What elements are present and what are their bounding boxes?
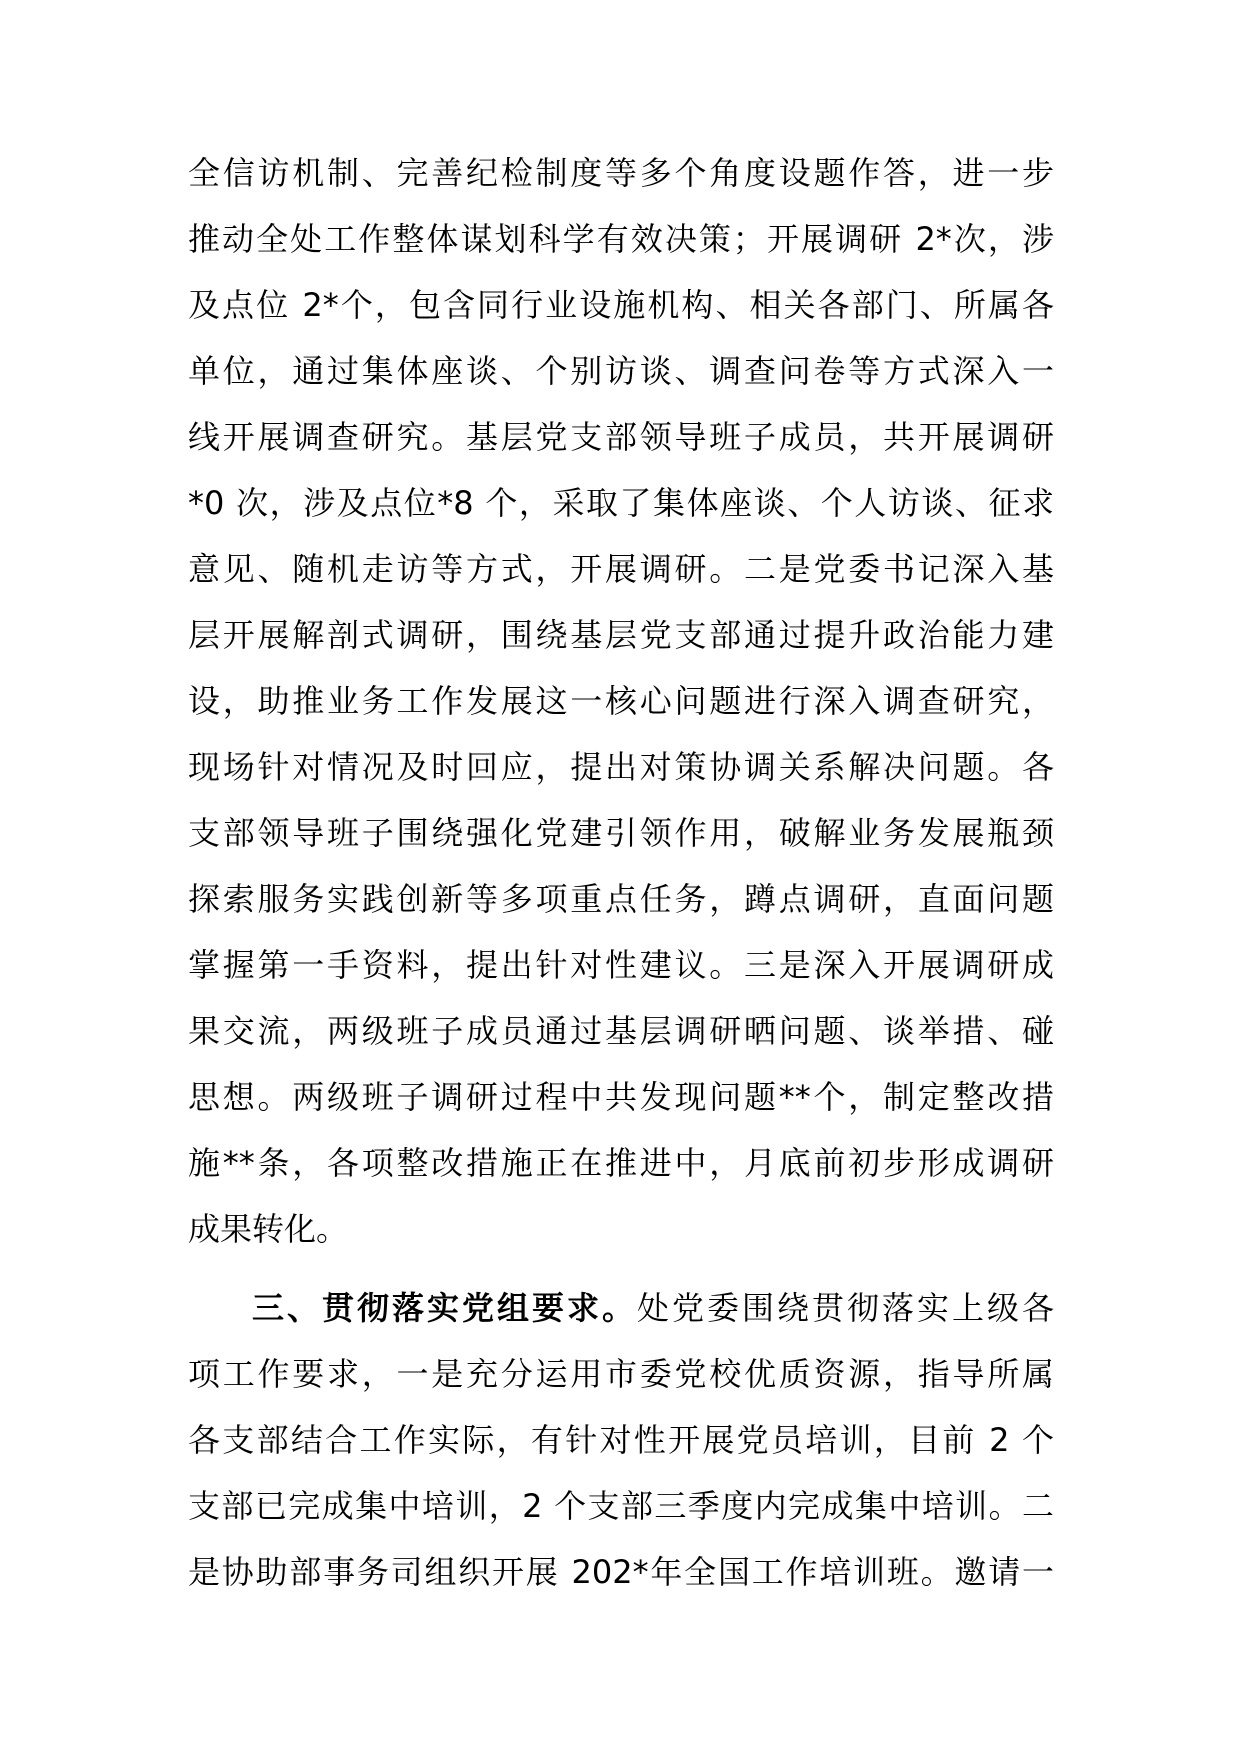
paragraph-line: 推动全处工作整体谋划科学有效决策；开展调研 2*次，涉 [188,220,1054,258]
paragraph-line: 单位，通过集体座谈、个别访谈、调查问卷等方式深入一 [188,352,1054,390]
paragraph-line: 意见、随机走访等方式，开展调研。二是党委书记深入基 [188,550,1054,588]
paragraph-line: 思想。两级班子调研过程中共发现问题**个，制定整改措 [188,1078,1054,1116]
paragraph-line: 支部已完成集中培训，2 个支部三季度内完成集中培训。二 [188,1487,1054,1525]
paragraph-line: 全信访机制、完善纪检制度等多个角度设题作答，进一步 [188,154,1054,192]
paragraph-line: 层开展解剖式调研，围绕基层党支部通过提升政治能力建 [188,616,1054,654]
paragraph-line: 成果转化。 [188,1210,349,1248]
body-paragraph [188,1275,1054,1605]
paragraph-line: *0 次，涉及点位*8 个，采取了集体座谈、个人访谈、征求 [188,484,1054,522]
section-heading: 三、贯彻落实党组要求。 [252,1289,637,1327]
paragraph-line: 是协助部事务司组织开展 202*年全国工作培训班。邀请一 [188,1553,1054,1591]
paragraph-line: 各支部结合工作实际，有针对性开展党员培训，目前 2 个 [188,1421,1054,1459]
paragraph-first-line [188,1275,1054,1341]
paragraph-line: 探索服务实践创新等多项重点任务，蹲点调研，直面问题 [188,880,1054,918]
paragraph-line: 线开展调查研究。基层党支部领导班子成员，共开展调研 [188,418,1054,456]
paragraph-line: 及点位 2*个，包含同行业设施机构、相关各部门、所属各 [188,286,1054,324]
paragraph-line: 项工作要求，一是充分运用市委党校优质资源，指导所属 [188,1355,1054,1393]
paragraph-line: 设，助推业务工作发展这一核心问题进行深入调查研究， [188,682,1054,720]
paragraph-line: 果交流，两级班子成员通过基层调研晒问题、谈举措、碰 [188,1012,1054,1050]
paragraph-line: 掌握第一手资料，提出针对性建议。三是深入开展调研成 [188,946,1054,984]
paragraph-text: 处党委围绕贯彻落实上级各 [637,1289,1054,1327]
paragraph-line: 施**条，各项整改措施正在推进中，月底前初步形成调研 [188,1144,1054,1182]
body-paragraph [188,140,1054,1262]
paragraph-line: 现场针对情况及时回应，提出对策协调关系解决问题。各 [188,748,1054,786]
paragraph-line: 支部领导班子围绕强化党建引领作用，破解业务发展瓶颈 [188,814,1054,852]
